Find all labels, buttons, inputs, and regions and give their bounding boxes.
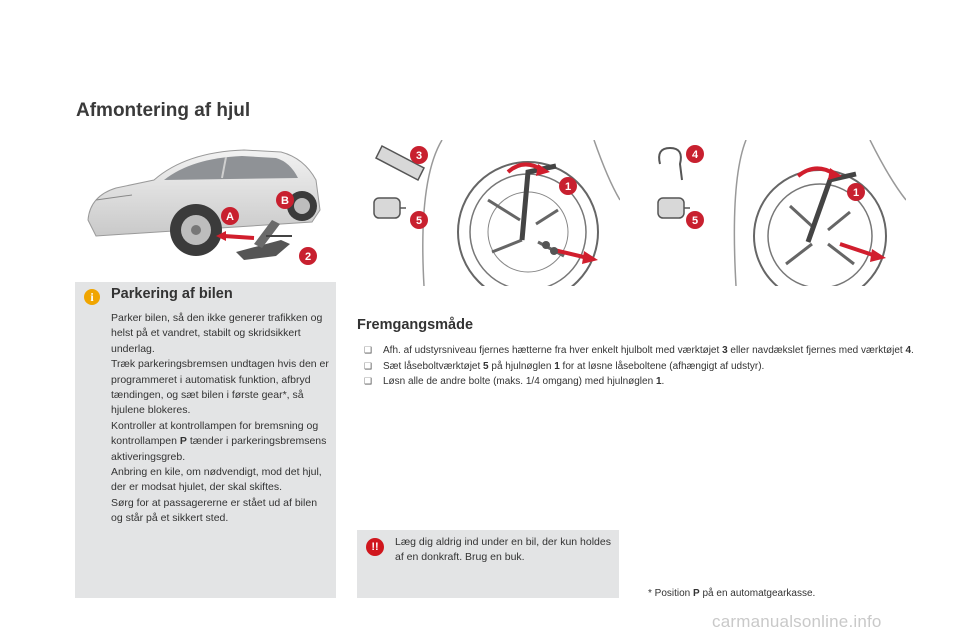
procedure-heading: Fremgangsmåde	[357, 317, 474, 333]
warning-icon: !!	[366, 538, 384, 556]
parking-paragraph: Træk parkeringsbremsen undtagen hvis den er programmeret i automatisk funktion, afbryd tændingen, og sæt bilen i første gear*, så hjulene blokeres.	[111, 358, 329, 417]
footnote: * Position P på en automatgearkasse.	[648, 588, 816, 599]
parking-paragraph: Sørg for at passagererne er stået ud af bilen og står på et sikkert sted.	[111, 496, 318, 525]
badge-a: A	[226, 211, 234, 223]
badge-2: 2	[304, 251, 312, 263]
page-title: Afmontering af hjul	[76, 100, 251, 121]
parking-paragraph: Parker bilen, så den ikke generer trafikken og helst på et vandret, stabilt og skridsikkert underlag.	[111, 312, 323, 355]
parking-paragraph	[111, 419, 331, 465]
parking-paragraph: Anbring en kile, om nødvendigt, mod det hjul, der er modsat hjulet, der skal skiftes.	[111, 466, 322, 494]
badge-5: 5	[415, 215, 423, 227]
badge-4: 4	[691, 149, 699, 161]
procedure-step: ❑ Sæt låseboltværktøjet 5 på hjulnøglen 1 for at løsne låseboltene (afhængigt af udstyr).	[364, 359, 924, 375]
badge-1: 1	[564, 181, 572, 193]
parking-instructions	[111, 311, 331, 527]
parking-heading: Parkering af bilen	[111, 286, 233, 302]
parking-info-box	[75, 282, 336, 598]
checkbox-bullet-icon: ❑	[364, 376, 373, 386]
info-icon: i	[84, 289, 100, 305]
badge-b: B	[281, 195, 289, 207]
car-jack-illustration	[76, 140, 338, 280]
procedure-step: ❑ Afh. af udstyrsniveau fjernes hætterne fra hver enkelt hjulbolt med værktøjet 3 eller navdækslet fjernes med værktøjet 4.	[364, 343, 924, 359]
badge-1-b: 1	[852, 187, 860, 199]
checkbox-bullet-icon: ❑	[364, 360, 373, 371]
procedure-steps	[364, 343, 924, 390]
checkbox-bullet-icon: ❑	[364, 345, 373, 355]
warning-text: Læg dig aldrig ind under en bil, der kun holdes af en donkraft. Brug en buk.	[395, 536, 611, 564]
watermark: carmanualsonline.info	[712, 612, 882, 631]
parking-text: tænder i parkeringsbremsens aktiveringsgreb.	[111, 435, 327, 463]
badge-5-b: 5	[691, 215, 699, 227]
warning-box	[357, 530, 619, 598]
hubcap-removal-illustration	[640, 140, 906, 286]
parking-text: Kontroller at kontrollampen for bremsning og kontrollampen	[111, 419, 319, 448]
badge-3: 3	[415, 150, 423, 162]
procedure-step: ❑ Løsn alle de andre bolte (maks. 1/4 omgang) med hjulnøglen 1.	[364, 374, 924, 390]
wheel-bolt-removal-illustration	[358, 140, 620, 286]
indicator-p: P	[179, 435, 187, 448]
